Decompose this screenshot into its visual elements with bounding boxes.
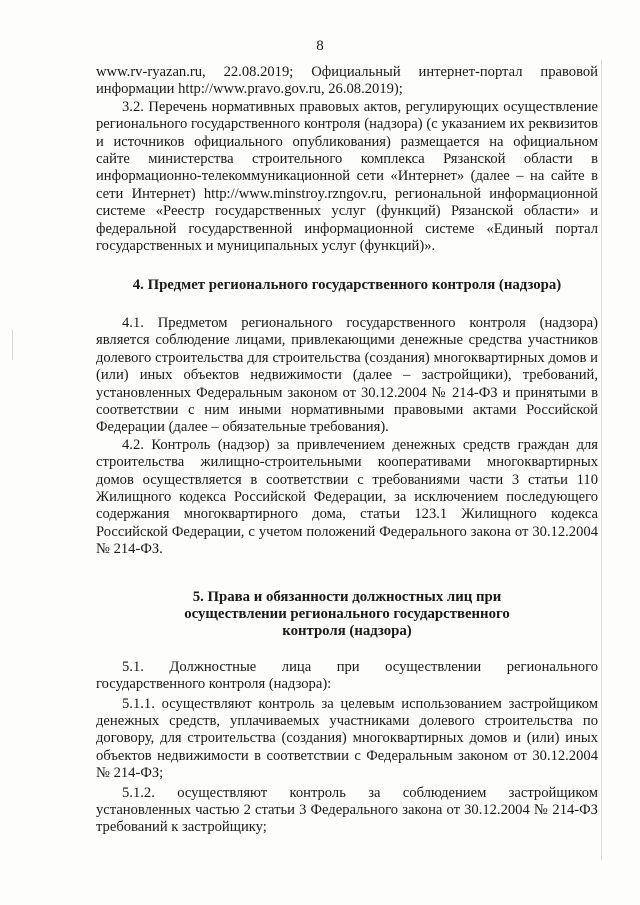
paragraph-4-1: 4.1. Предметом регионального государственного контроля (надзора) является соблюдение лицами, привлекающими денежные средства участников долевого строительства для строительства (создания) многоквартирных домов и (или) иных объектов недвижимости (далее – застройщики), требований, установленных Федеральным законом от 30.12.2004 № 214-ФЗ и принятыми в соответствии с ним иными нормативными правовыми актами Российской Федерации (далее – обязательные требования). <box>96 314 598 436</box>
section-5-heading-line1: 5. Права и обязанности должностных лиц при <box>192 588 502 605</box>
paragraph-5-1: 5.1. Должностные лица при осуществлении регионального государственного контроля (надзора): <box>96 658 598 693</box>
section-5-heading-line2: осуществлении регионального государственного <box>184 605 510 622</box>
section-4-heading: 4. Предмет регионального государственного контроля (надзора) <box>132 277 562 294</box>
paragraph-3-2: 3.2. Перечень нормативных правовых актов, регулирующих осуществление регионального государственного контроля (надзора) (с указанием их реквизитов и источников официального опубликования) размещается на официальном сайте министерства строительного комплекса Рязанской области в информационно-телекоммуникационной сети «Интернет» (далее – на сайте в сети Интернет) http://www.minstroy.rzngov.ru, региональной информационной системе «Реестр государственных услуг (функций) Рязанской области» и федеральной государственной информационной системе «Единый портал государственных и муниципальных услуг (функций)». <box>96 98 598 255</box>
document-body <box>96 64 598 837</box>
section-5-heading-line3: контроля (надзора) <box>282 623 412 640</box>
paragraph-5-1-1: 5.1.1. осуществляют контроль за целевым использованием застройщиком денежных средств, уплачиваемых участниками долевого строительства по договору, для строительства (создания) многоквартирных домов и (или) иных объектов недвижимости в соответствии с Федеральным законом от 30.12.2004 № 214-ФЗ; <box>96 695 598 782</box>
paragraph-continuation: www.rv-ryazan.ru, 22.08.2019; Официальный интернет-портал правовой информации http://www.pravo.gov.ru, 26.08.2019); <box>96 64 598 98</box>
page-number: 8 <box>316 38 324 54</box>
paragraph-4-2: 4.2. Контроль (надзор) за привлечением денежных средств граждан для строительства жилищно-строительными кооперативами многоквартирных домов осуществляется в соответствии с требованиями части 3 статьи 110 Жилищного кодекса Российской Федерации, за исключением последующего содержания многоквартирного дома, статьи 123.1 Жилищного кодекса Российской Федерации, с учетом положений Федерального закона от 30.12.2004 № 214-ФЗ. <box>96 436 598 558</box>
scan-artifact-line <box>601 60 602 860</box>
paragraph-5-1-2: 5.1.2. осуществляют контроль за соблюдением застройщиком установленных частью 2 статьи 3 Федерального закона от 30.12.2004 № 214-ФЗ требований к застройщику; <box>96 784 598 836</box>
scan-artifact-mark <box>12 330 13 360</box>
